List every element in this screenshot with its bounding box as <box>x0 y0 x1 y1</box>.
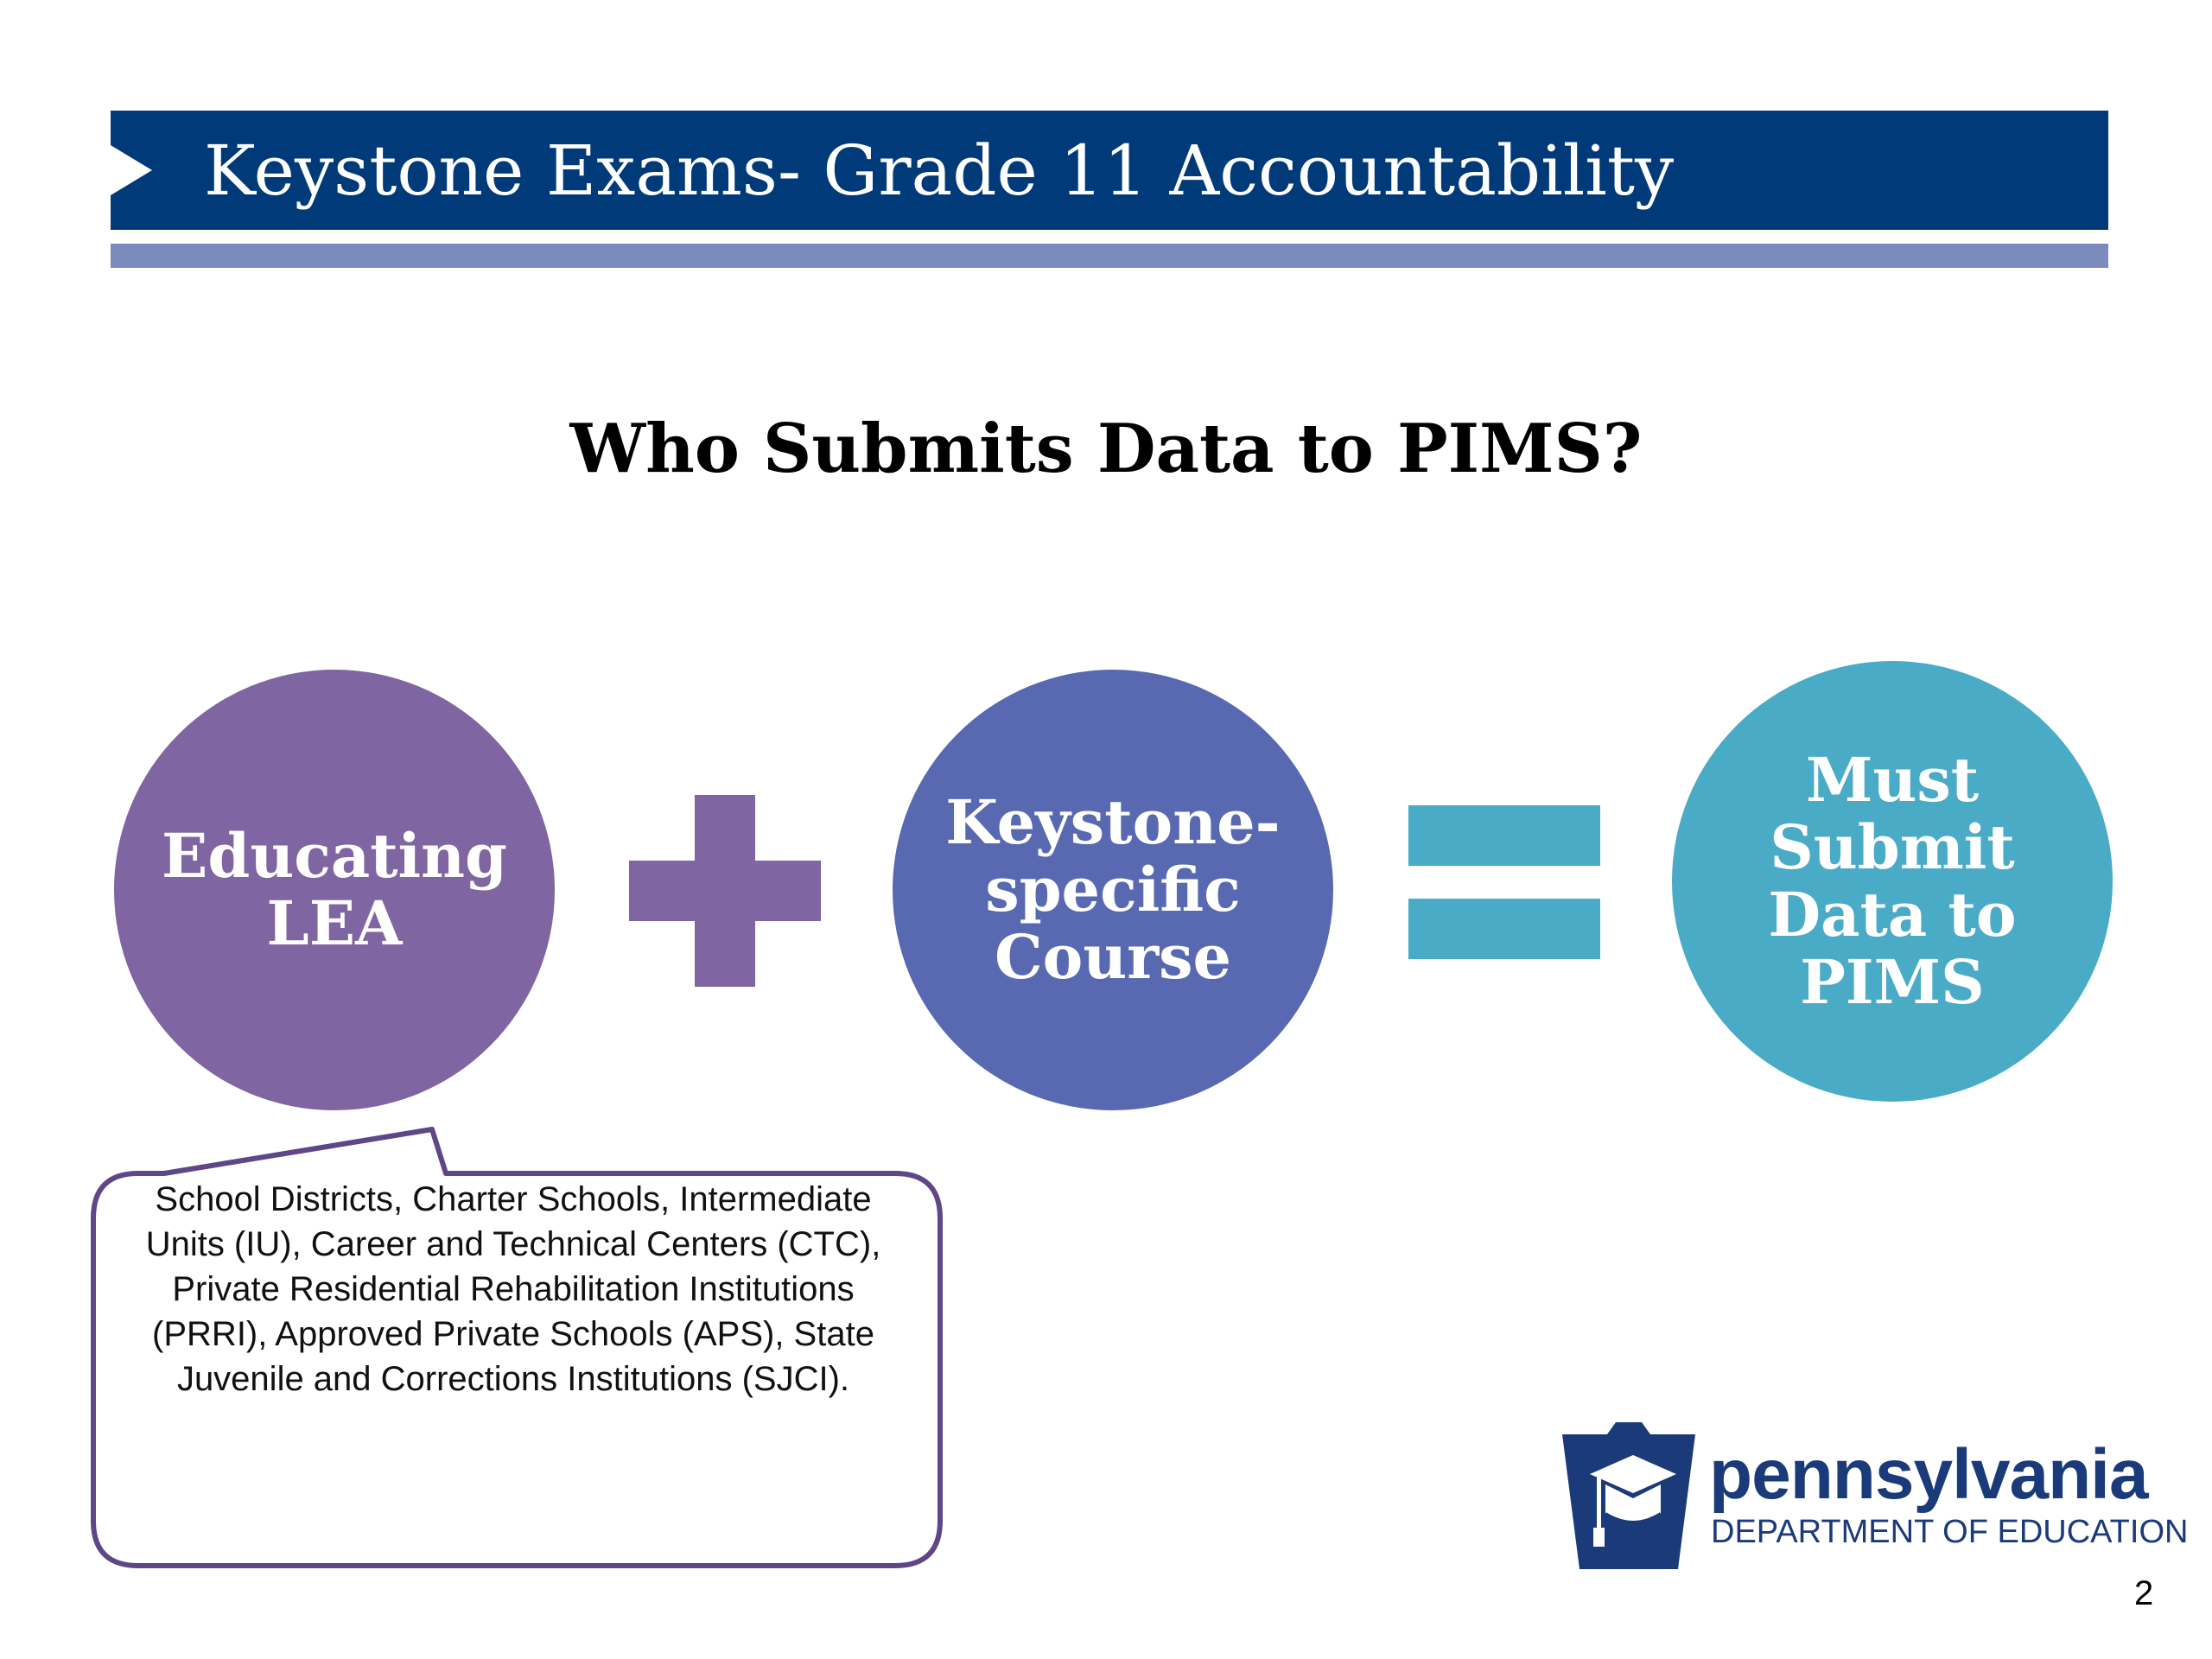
educating-lea-label: Educating LEA <box>162 820 507 959</box>
slide-subtitle: Who Submits Data to PIMS? <box>569 410 1643 488</box>
callout-text: School Districts, Charter Schools, Intermediate Units (IU), Career and Technical Centers (CTC), Private Residential Rehabilitation Institutions (PRRI), Approved Private Schools (APS), State Juvenile and Corrections Institutions (SJCI). <box>145 1180 881 1398</box>
logo-wordmark: pennsylvania <box>1709 1435 2148 1514</box>
slide-title: Keystone Exams- Grade 11 Accountability <box>204 130 1675 211</box>
must-submit-label: Must Submit Data to PIMS <box>1768 744 2017 1018</box>
keystone-graduation-cap-icon <box>1555 1417 1702 1573</box>
page-number: 2 <box>2134 1574 2154 1612</box>
keystone-course-label: Keystone- specific Course <box>945 786 1281 993</box>
logo-department: DEPARTMENT OF EDUCATION <box>1711 1514 2189 1550</box>
